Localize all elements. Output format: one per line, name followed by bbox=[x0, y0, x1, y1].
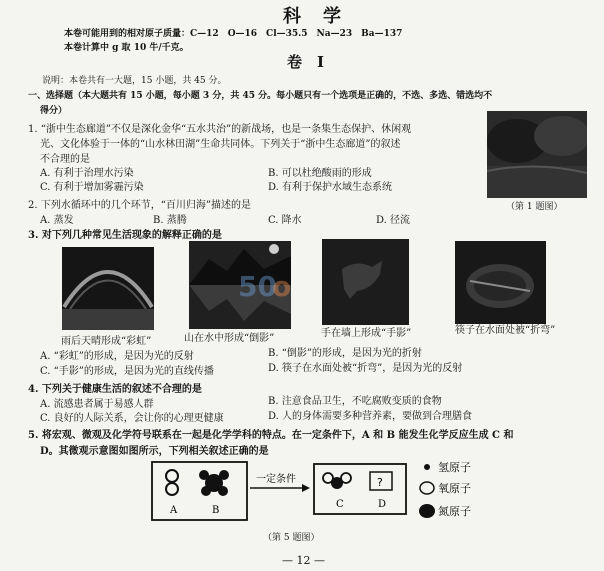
label-a: A bbox=[170, 505, 178, 516]
molecule-a-atom-1 bbox=[166, 470, 178, 482]
legend-nitrogen-icon bbox=[419, 504, 435, 518]
svg-text:50: 50 bbox=[238, 270, 277, 300]
q1-ecology-photo bbox=[487, 111, 587, 198]
condition-label: 一定条件 bbox=[256, 474, 296, 485]
molecule-c-atom-3 bbox=[341, 473, 351, 483]
q1-option-d: D. 有利于保护水域生态系统 bbox=[268, 182, 393, 193]
page-number: — 12 — bbox=[282, 554, 325, 567]
molecule-b-atom-3 bbox=[201, 486, 211, 496]
section-heading-line2: 得分） bbox=[40, 106, 68, 116]
q3-caption-2: 山在水中形成“倒影” bbox=[184, 333, 275, 344]
unknown-mark: ? bbox=[377, 476, 383, 489]
legend-oxygen: 氧原子 bbox=[438, 482, 471, 495]
q3-caption-1: 雨后天晴形成“彩虹” bbox=[61, 336, 152, 347]
q5-line1: 5. 将宏观、微观及化学符号联系在一起是化学学科的特点。在一定条件下，A 和 B 能发生化学反应生成 C 和 bbox=[28, 430, 514, 441]
q4-option-b: B. 注意食品卫生，不吃腐败变质的食物 bbox=[268, 396, 442, 407]
legend-oxygen-icon bbox=[420, 482, 434, 494]
legend-hydrogen-icon bbox=[424, 464, 430, 470]
q2-option-b: B. 蒸腾 bbox=[153, 215, 187, 226]
q3-option-d: D. 筷子在水面处被“折弯”，是因为光的反射 bbox=[268, 363, 463, 374]
molecule-b-atom-4 bbox=[218, 486, 228, 496]
svg-text:o: o bbox=[272, 270, 292, 300]
label-d: D bbox=[378, 499, 387, 510]
q1-figure-caption: （第 1 题图） bbox=[506, 202, 563, 212]
q3-caption-3: 手在墙上形成“手影” bbox=[321, 328, 412, 339]
q4-option-d: D. 人的身体需要多种营养素，要做到合理膳食 bbox=[268, 411, 473, 422]
g-note: 本卷计算中 g 取 10 牛/千克。 bbox=[64, 43, 189, 53]
legend-hydrogen: 氢原子 bbox=[438, 461, 471, 474]
q1-option-a: A. 有利于治理水污染 bbox=[40, 168, 134, 179]
molecule-a-atom-2 bbox=[166, 483, 178, 495]
q1-option-b: B. 可以杜绝酸雨的形成 bbox=[268, 168, 372, 179]
watermark-logo bbox=[238, 270, 300, 306]
q3-caption-4: 筷子在水面处被“折弯” bbox=[455, 325, 556, 336]
atomic-mass-note: 本卷可能用到的相对原子质量：C—12 O—16 Cl—35.5 Na—23 Ba—137 bbox=[64, 29, 403, 39]
q3-hand-shadow-photo bbox=[322, 239, 409, 325]
q2-option-a: A. 蒸发 bbox=[40, 215, 74, 226]
section-heading-line1: 一、选择题（本大题共有 15 小题，每小题 3 分，共 45 分。每小题只有一个选项是正确的，不选、多选、错选均不 bbox=[28, 91, 493, 101]
q4-stem: 4. 下列关于健康生活的叙述不合理的是 bbox=[28, 384, 202, 395]
q2-option-d: D. 径流 bbox=[376, 215, 411, 226]
q3-rainbow-photo bbox=[62, 247, 154, 330]
q2-option-c: C. 降水 bbox=[268, 215, 302, 226]
q2-stem: 2. 下列水循环中的几个环节，“百川归海”描述的是 bbox=[28, 200, 251, 211]
q3-stem: 3. 对下列几种常见生活现象的解释正确的是 bbox=[28, 230, 222, 241]
legend-nitrogen: 氮原子 bbox=[438, 505, 471, 518]
q1-line3: 不合理的是 bbox=[40, 154, 90, 165]
arrow-head bbox=[302, 484, 310, 492]
q5-reaction-diagram bbox=[140, 458, 480, 530]
molecule-b-atom-1 bbox=[199, 470, 209, 480]
q3-chopsticks-photo bbox=[455, 241, 546, 324]
q1-option-c: C. 有利于增加雾霾污染 bbox=[40, 182, 144, 193]
q3-option-c: C. “手影”的形成，是因为光的直线传播 bbox=[40, 366, 214, 377]
label-c: C bbox=[336, 499, 344, 510]
q3-option-b: B. “倒影”的形成，是因为光的折射 bbox=[268, 348, 422, 359]
instructions: 说明：本卷共有一大题，15 小题，共 45 分。 bbox=[42, 76, 227, 86]
q1-line1: 1. “浙中生态廊道”不仅是深化金华“五水共治”的新战场，也是一条集生态保护、休闲观 bbox=[28, 124, 412, 135]
subject-title: 科 学 bbox=[283, 6, 343, 27]
q3-option-a: A. “彩虹”的形成，是因为光的反射 bbox=[40, 351, 194, 362]
volume-title: 卷 Ⅰ bbox=[287, 53, 325, 71]
q1-line2: 光、文化体验于一体的“山水林田湖”生命共同体。下列关于“浙中生态廊道”的叙述 bbox=[40, 139, 401, 150]
q4-option-c: C. 良好的人际关系，会让你的心理更健康 bbox=[40, 413, 224, 424]
molecule-b-atom-2 bbox=[219, 470, 229, 480]
q5-figure-caption: （第 5 题图） bbox=[263, 533, 320, 543]
q4-option-a: A. 流感患者属于易感人群 bbox=[40, 399, 154, 410]
label-b: B bbox=[212, 505, 220, 516]
q5-line2: D。其微观示意图如图所示，下列相关叙述正确的是 bbox=[40, 446, 269, 457]
